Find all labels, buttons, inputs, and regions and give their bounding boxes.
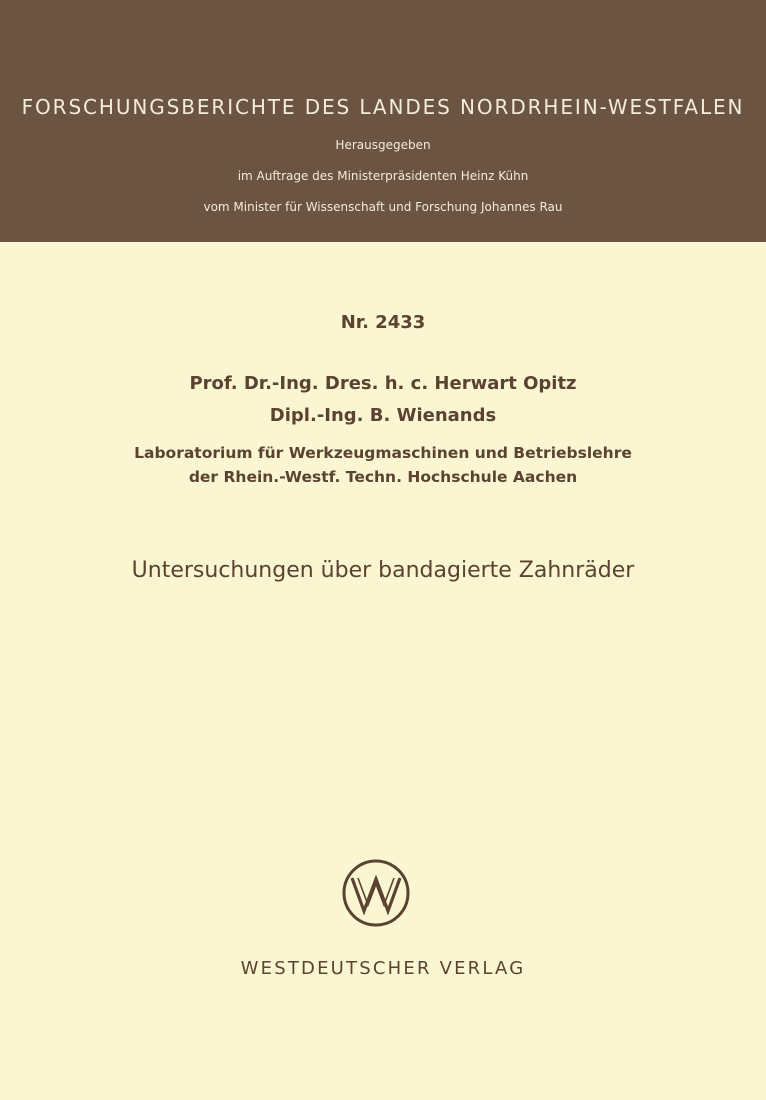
author-primary: Prof. Dr.-Ing. Dres. h. c. Herwart Opitz [189, 373, 577, 394]
edited-by-label: Herausgegeben [335, 138, 431, 152]
commission-line: im Auftrage des Ministerpräsidenten Heinz Kühn [237, 169, 529, 183]
author-secondary: Dipl.-Ing. B. Wienands [269, 405, 497, 426]
publisher-logo-icon [341, 858, 411, 928]
report-number: Nr. 2433 [340, 312, 426, 333]
series-title: FORSCHUNGSBERICHTE DES LANDES NORDRHEIN-WESTFALEN [21, 95, 745, 119]
report-title: Untersuchungen über bandagierte Zahnräder [131, 558, 635, 583]
publisher-name: WESTDEUTSCHER VERLAG [240, 958, 526, 979]
institution-line-2: der Rhein.-Westf. Techn. Hochschule Aachen [188, 468, 578, 486]
header-band [0, 0, 766, 242]
institution-line-1: Laboratorium für Werkzeugmaschinen und Betriebslehre [134, 444, 632, 462]
minister-line: vom Minister für Wissenschaft und Forschung Johannes Rau [203, 200, 563, 214]
